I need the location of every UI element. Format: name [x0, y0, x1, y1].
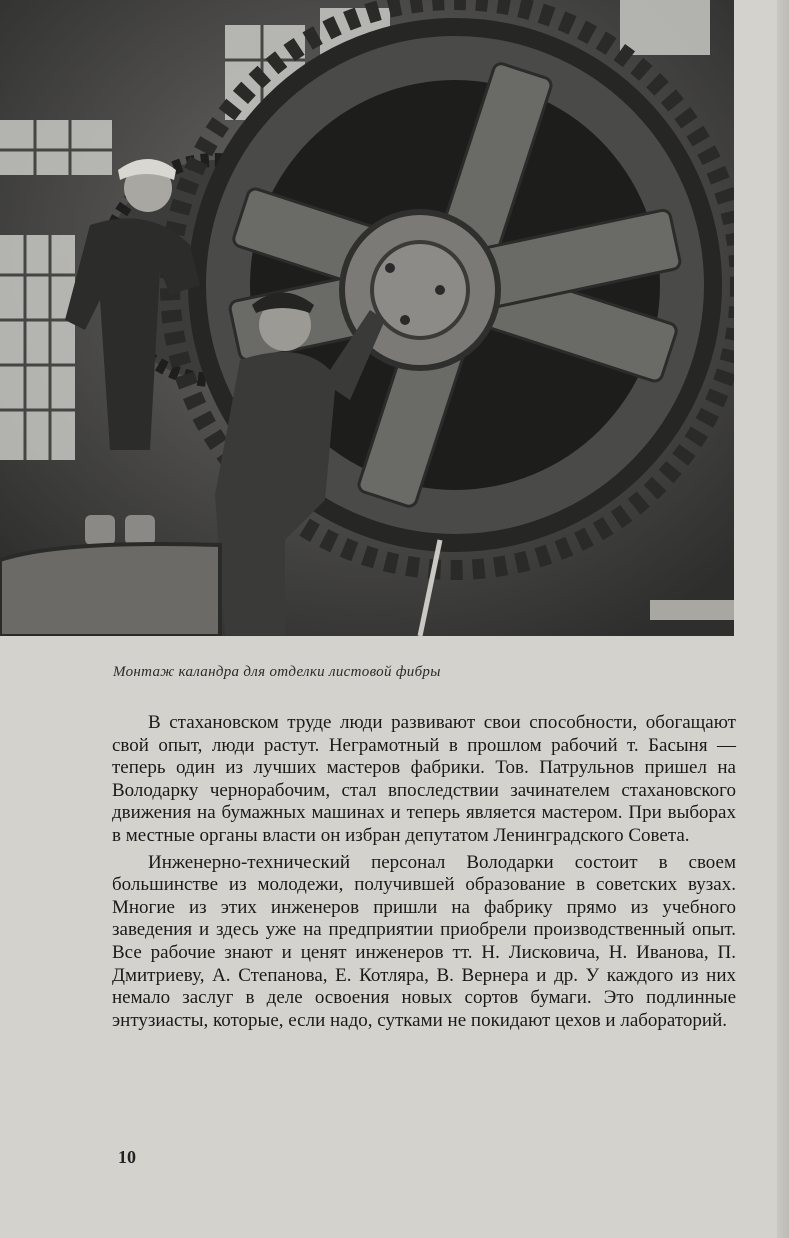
- photograph-illustration: [0, 0, 734, 636]
- paragraph: В стахановском труде люди развивают свои способности, обогащают свой опыт, люди растут. Неграмотный в прошлом рабочий т. Басыня — теперь один из лучших мастеров фабрики. Тов. Патрульнов пришел на Володарку чернорабочим, стал впоследствии зачинателем стахановского движения на бумажных машинах и теперь является мастером. При выборах в местные органы власти он избран депутатом Ленинградского Совета.: [112, 712, 736, 846]
- photograph: [0, 0, 734, 636]
- body-text: [112, 712, 736, 1036]
- page-number: 10: [118, 1147, 136, 1167]
- paragraph: Инженерно-технический персонал Володарки состоит в своем большинстве из молодежи, получившей образование в советских вузах. Многие из этих инженеров пришли на фабрику прямо из учебного заведения и здесь уже на предприятии приобрели производственный опыт. Все рабочие знают и ценят инженеров тт. Н. Лисковича, Н. Иванова, П. Дмитриеву, А. Степанова, Е. Котляра, В. Вернера и др. У каждого из них немало заслуг в деле освоения новых сортов бумаги. Это подлинные энтузиасты, которые, если надо, сутками не покидают цехов и лабораторий.: [112, 851, 736, 1031]
- machinery-base: [0, 544, 220, 636]
- photo-caption: Монтаж каландра для отделки листовой фибры: [113, 664, 441, 680]
- page-edge: [777, 0, 789, 1238]
